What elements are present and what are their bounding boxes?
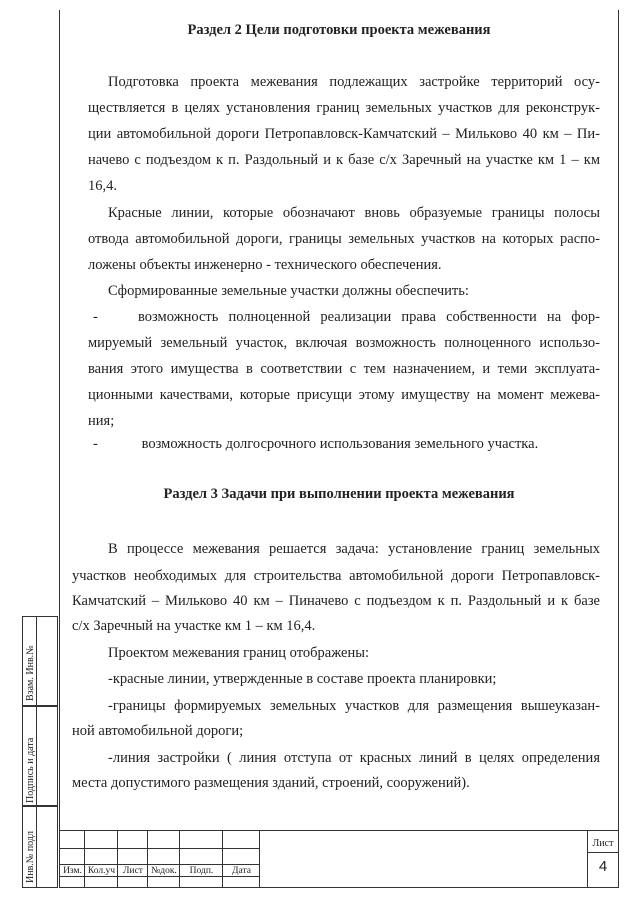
- bullet-item: [93, 434, 600, 454]
- bullet-dash: -: [93, 309, 98, 325]
- paragraph-line: Проектом межевания границ отображены:: [108, 645, 369, 661]
- bullet-text: возможность долгосрочного использования земельного участка.: [141, 436, 539, 452]
- paragraph-line: -линия застройки ( линия отступа от красных линий в целях определения: [108, 750, 600, 766]
- paragraph-line: Сформированные земельные участки должны обеспечить:: [108, 283, 469, 299]
- paragraph-line: ществляется в целях установления границ земельных участков для реконструк-: [88, 100, 600, 116]
- margin-stamp-inv-podl: [22, 806, 58, 888]
- bullet-dash: -: [93, 436, 98, 452]
- margin-stamp-podpis: [22, 706, 58, 806]
- paragraph-line: места допустимого размещения зданий, строений, сооружений).: [72, 775, 470, 791]
- bullet-item: [93, 307, 600, 327]
- sheet-number: 4: [598, 858, 608, 875]
- page-frame-right: [618, 10, 619, 888]
- paragraph-line: начево с подъездом к п. Раздольный и к базе с/х Заречный на участке км 1 – км: [88, 152, 600, 168]
- paragraph-line: отвода автомобильной дороги, границы земельных участков на которых распо-: [88, 231, 600, 247]
- margin-label-inv-podl: Инв.№ подл: [25, 831, 36, 883]
- margin-label-podpis: Подпись и дата: [25, 737, 36, 803]
- paragraph-line: Камчатский – Мильково 40 км – Пиначево с подъездом к п. Раздольный и к базе: [72, 593, 600, 609]
- paragraph-line: ции автомобильной дороги Петропавловск-Камчатский – Мильково 40 км – Пи-: [88, 126, 600, 142]
- paragraph-line: участков необходимых для строительства автомобильной дороги Петропавловск-: [72, 568, 600, 584]
- title-block-label-list: Лист: [123, 866, 143, 876]
- paragraph-line: В процессе межевания решается задача: установление границ земельных: [108, 541, 600, 557]
- sheet-label: Лист: [592, 838, 614, 849]
- paragraph-line: ложены объекты инженерно - технического обеспечения.: [88, 257, 442, 273]
- title-block-label-izm: Изм.: [63, 866, 82, 876]
- paragraph-line: 16,4.: [88, 178, 117, 194]
- paragraph-line: с/х Заречный на участке км 1 – км 16,4.: [72, 618, 316, 634]
- paragraph-line: Подготовка проекта межевания подлежащих застройке территорий осу-: [108, 74, 600, 90]
- paragraph-line: ния;: [88, 413, 115, 429]
- title-block: [59, 830, 619, 888]
- section3-title: Раздел 3 Задачи при выполнении проекта межевания: [163, 486, 515, 502]
- margin-stamp-vzam: [22, 616, 58, 706]
- title-block-label-data: Дата: [232, 866, 251, 876]
- title-block-label-podp: Подп.: [189, 866, 214, 876]
- paragraph-line: ной автомобильной дороги;: [72, 723, 244, 739]
- paragraph-line: мируемый земельный участок, включая возможность полноценного использо-: [88, 335, 600, 351]
- paragraph-line: -красные линии, утвержденные в составе проекта планировки;: [108, 671, 497, 687]
- margin-label-vzam: Взам. Инв.№: [25, 645, 36, 701]
- title-block-label-ndok: №док.: [151, 866, 177, 876]
- paragraph-line: вания этого имущества в соответствии с тем назначением, и теми эксплуата-: [88, 361, 600, 377]
- section2-title: Раздел 2 Цели подготовки проекта межевания: [187, 22, 491, 38]
- paragraph-line: Красные линии, которые обозначают вновь образуемые границы полосы: [108, 205, 600, 221]
- paragraph-line: -границы формируемых земельных участков для размещения вышеуказан-: [108, 698, 600, 714]
- title-block-label-kol-uch: Кол.уч: [87, 866, 116, 876]
- bullet-text: возможность полноценной реализации права собственности на фор-: [138, 309, 600, 325]
- paragraph-line: ционными качествами, которые присущи этому имуществу на момент межева-: [88, 387, 600, 403]
- page-frame-left: [59, 10, 60, 888]
